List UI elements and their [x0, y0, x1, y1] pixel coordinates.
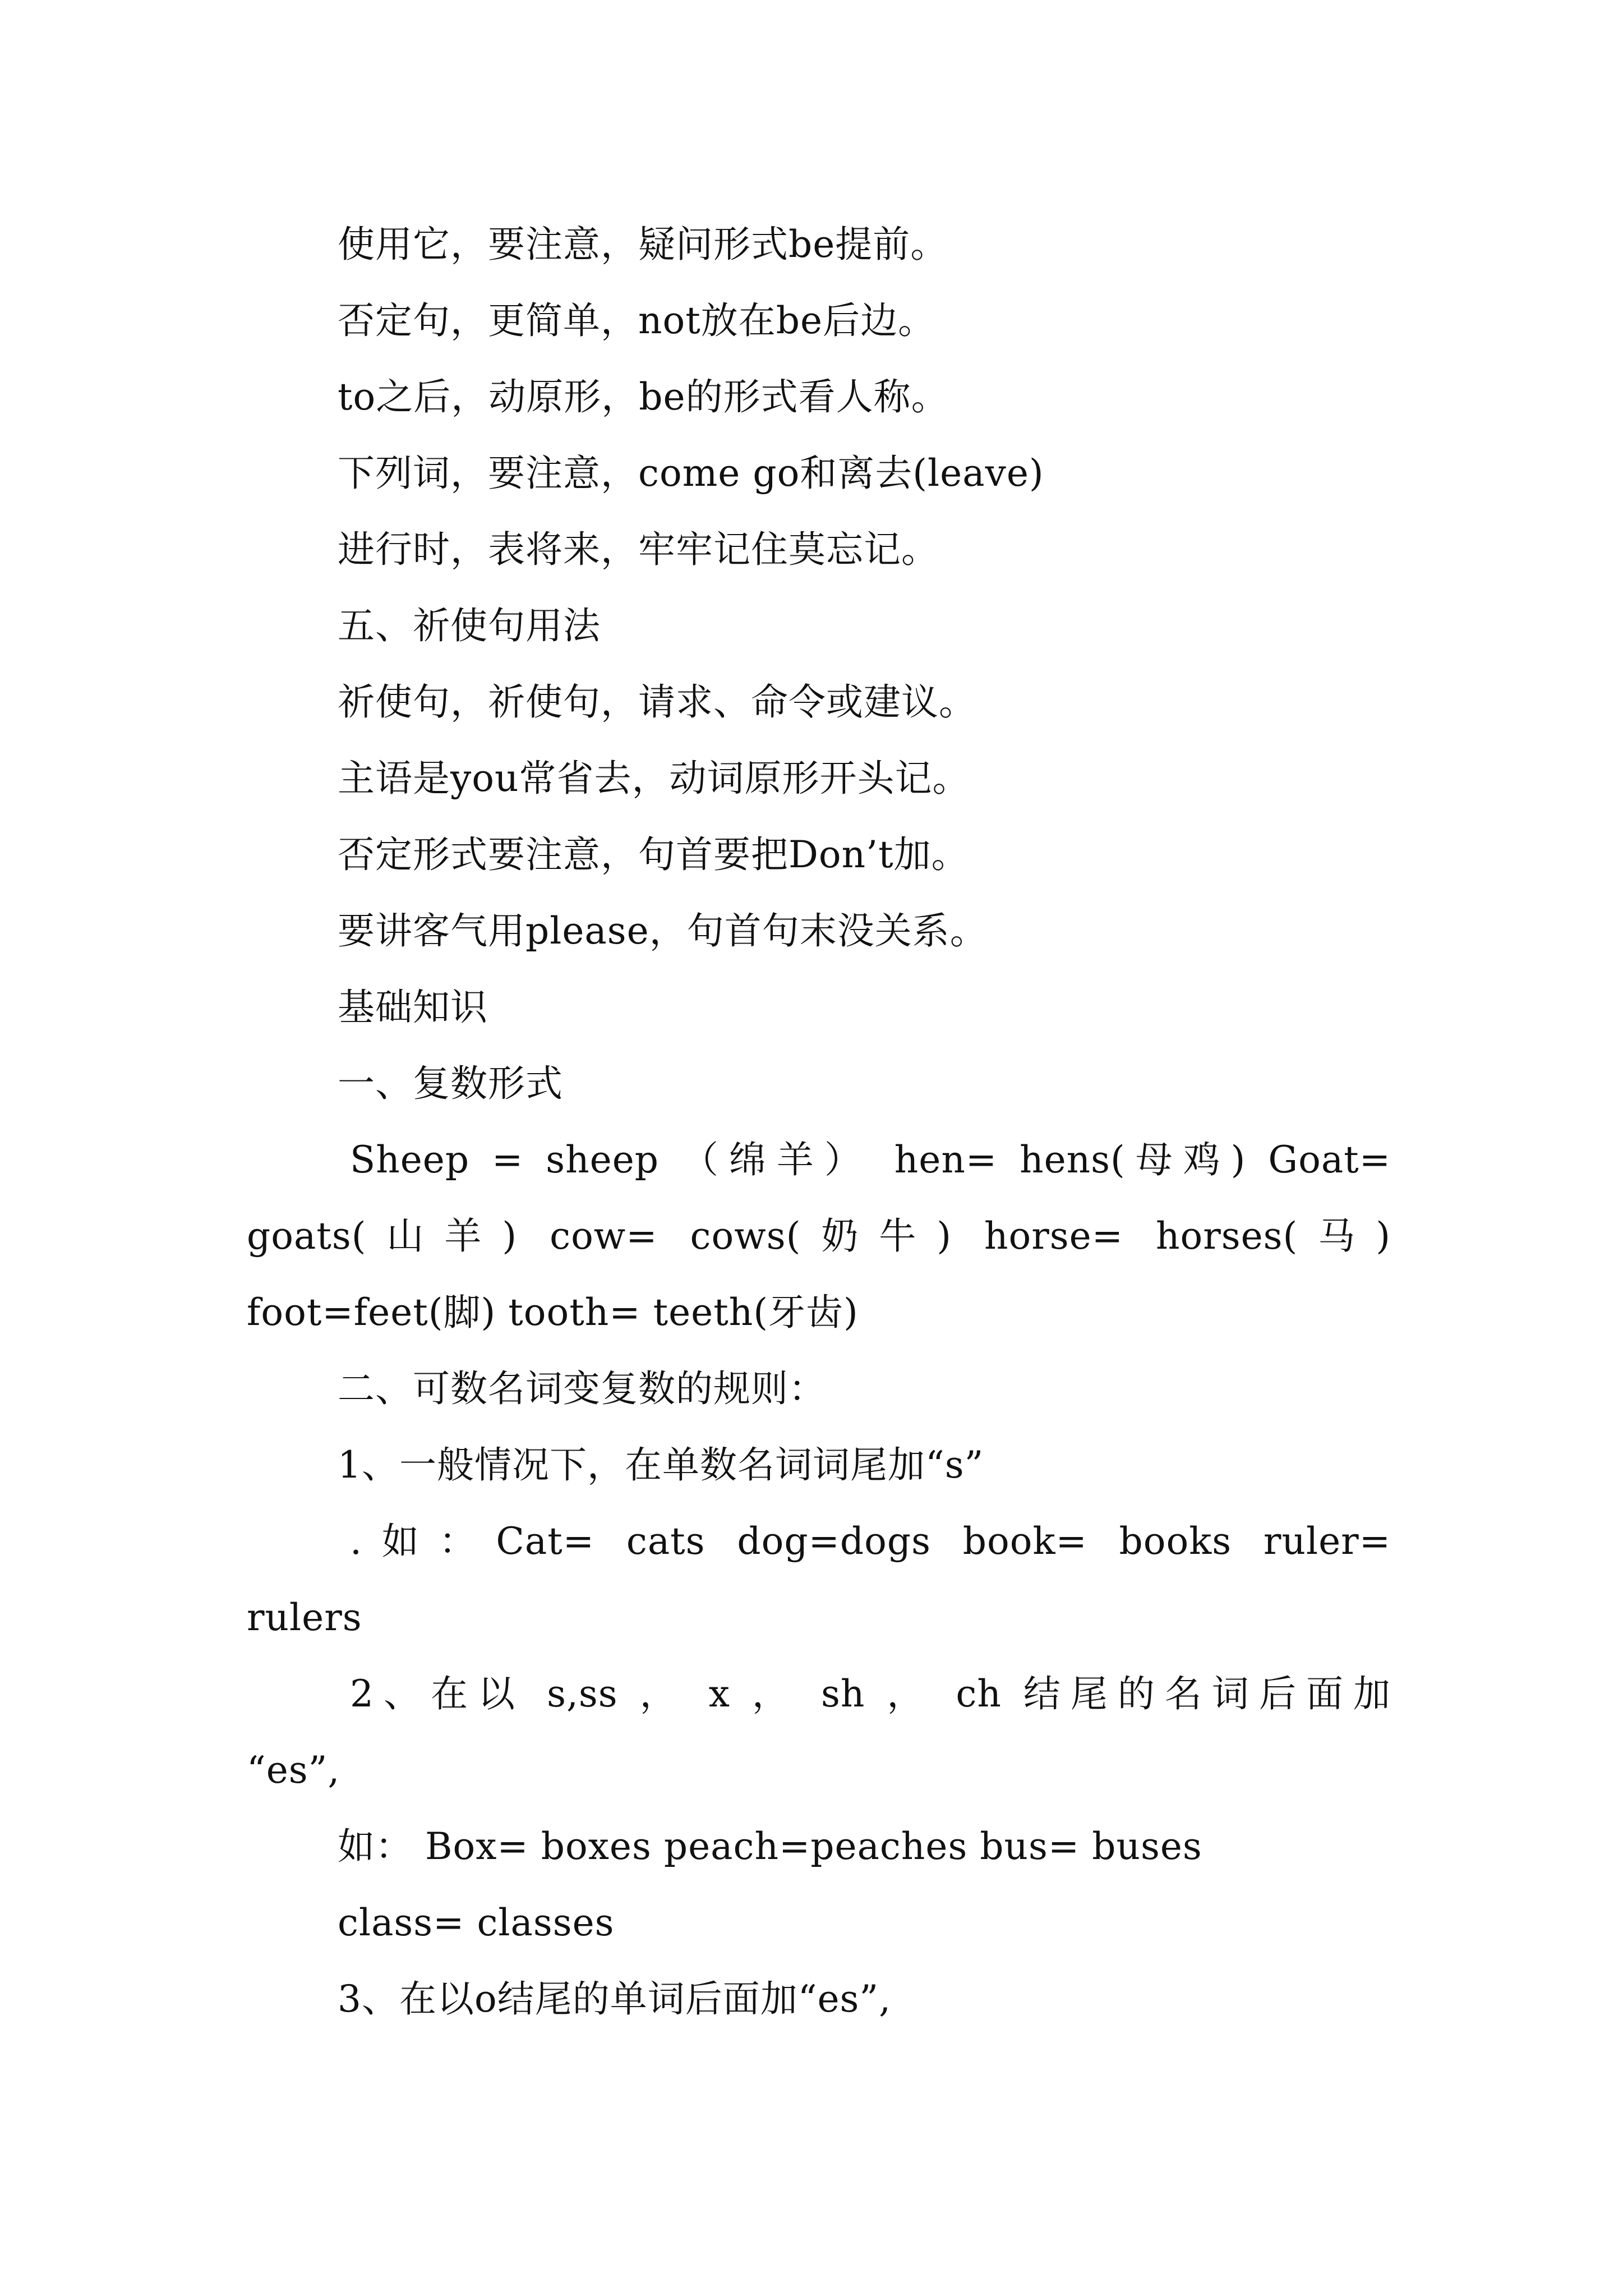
text-line-14: goats(山羊) cow= cows(奶牛) horse= horses(马): [247, 1214, 1391, 1258]
text-line-7: 祈使句，祈使句，请求、命令或建议。: [338, 680, 976, 724]
text-line-15: foot=feet(脚) tooth= teeth(牙齿): [247, 1291, 859, 1334]
section-heading-basics: 基础知识: [338, 986, 488, 1029]
section-heading-plural: 一、复数形式: [338, 1062, 563, 1105]
text-line-13: Sheep = sheep （绵羊） hen= hens(母鸡) Goat=: [350, 1138, 1391, 1181]
rule-3: 3、在以o结尾的单词后面加“es”,: [338, 1977, 892, 2021]
text-line-4: 下列词，要注意，come go和离去(leave): [338, 452, 1044, 495]
rule-1-example-cont: rulers: [247, 1596, 362, 1639]
text-line-2: 否定句，更简单，not放在be后边。: [338, 299, 936, 342]
section-heading-imperative: 五、祈使句用法: [338, 604, 601, 647]
rule-1-example: .如：Cat= cats dog=dogs book= books ruler=: [350, 1520, 1391, 1563]
text-line-5: 进行时，表将来，牢牢记住莫忘记。: [338, 528, 939, 571]
text-line-8: 主语是you常省去，动词原形开头记。: [338, 757, 970, 800]
rule-2-cont: “es”,: [247, 1749, 340, 1792]
section-heading-plural-rules: 二、可数名词变复数的规则：: [338, 1367, 826, 1410]
text-line-1: 使用它，要注意，疑问形式be提前。: [338, 223, 948, 266]
rule-1: 1、一般情况下，在单数名词词尾加“s”: [338, 1443, 984, 1487]
text-line-3: to之后，动原形，be的形式看人称。: [338, 375, 949, 418]
text-line-9: 否定形式要注意，句首要把Don’t加。: [338, 833, 969, 876]
rule-2: 2、在以 s,ss ， x ， sh ， ch 结尾的名词后面加: [350, 1672, 1391, 1715]
text-line-10: 要讲客气用please，句首句末没关系。: [338, 909, 988, 953]
rule-2-example-cont: class= classes: [338, 1901, 615, 1944]
rule-2-example: 如： Box= boxes peach=peaches bus= buses: [338, 1825, 1202, 1868]
